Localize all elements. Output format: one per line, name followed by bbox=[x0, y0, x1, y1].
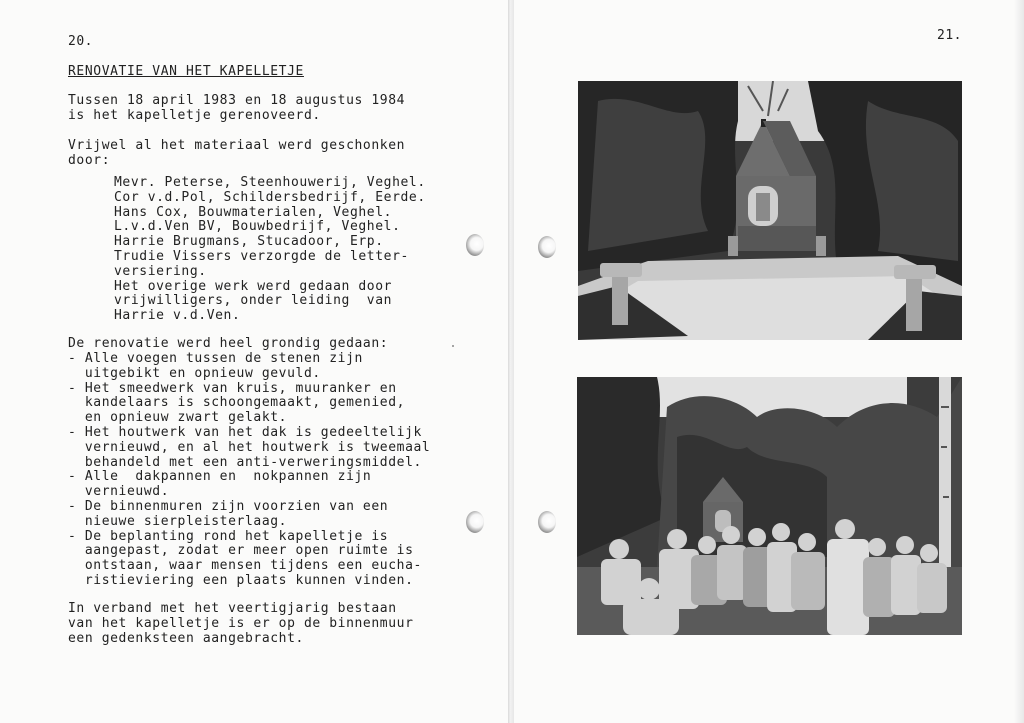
page-number-right: 21. bbox=[937, 28, 962, 43]
renovation-bullet-list: - Alle voegen tussen de stenen zijn uitgebikt en opnieuw gevuld. - Het smeedwerk van kruis, muuranker en kandelaars is schoongemaakt, gemenied, en opnieuw zwart gelakt. - Het houtwerk van het dak is gedeeltelijk vernieuwd, en al het houtwerk is tweemaal behandeld met een anti-verweringsmiddel. - Alle dakpannen en nokpannen zijn vernieuwd. - De binnenmuren zijn voorzien van een nieuwe sierpleisterlaag. - De beplanting rond het kapelletje is aangepast, zodat er meer open ruimte is ontstaan, waar mensen tijdens een eucha- ristieviering een plaats kunnen vinden. bbox=[68, 351, 431, 588]
page-edge bbox=[1014, 0, 1024, 723]
paragraph-memorial-stone: In verband met het veertigjarig bestaan van het kapelletje is er op de binnenmuur een gedenksteen aangebracht. bbox=[68, 601, 414, 646]
binding-gutter bbox=[508, 0, 514, 723]
page-number-left: 20. bbox=[68, 34, 93, 49]
chapel-among-trees-photo bbox=[578, 81, 962, 340]
punch-hole-icon bbox=[538, 236, 556, 258]
paragraph-renovation-dates: Tussen 18 april 1983 en 18 augustus 1984 is het kapelletje gerenoveerd. bbox=[68, 93, 406, 123]
paragraph-materials: Vrijwel al het materiaal werd geschonken door: bbox=[68, 138, 406, 168]
paragraph-renovation-intro: De renovatie werd heel grondig gedaan: bbox=[68, 336, 389, 351]
crowd-at-chapel-photo bbox=[577, 377, 962, 635]
punch-hole-icon bbox=[466, 234, 484, 256]
ink-speck bbox=[452, 345, 454, 347]
section-heading: RENOVATIE VAN HET KAPELLETJE bbox=[68, 64, 304, 79]
punch-hole-icon bbox=[538, 511, 556, 533]
punch-hole-icon bbox=[466, 511, 484, 533]
sponsor-list: Mevr. Peterse, Steenhouwerij, Veghel. Cor v.d.Pol, Schildersbedrijf, Eerde. Hans Cox, Bouwmaterialen, Veghel. L.v.d.Ven BV, Bouwbedrijf, Veghel. Harrie Brugmans, Stucadoor, Erp. Trudie Vissers verzorgde de letter- versiering. Het overige werk werd gedaan door vrijwilligers, onder leiding van Harrie v.d.Ven. bbox=[114, 175, 426, 324]
